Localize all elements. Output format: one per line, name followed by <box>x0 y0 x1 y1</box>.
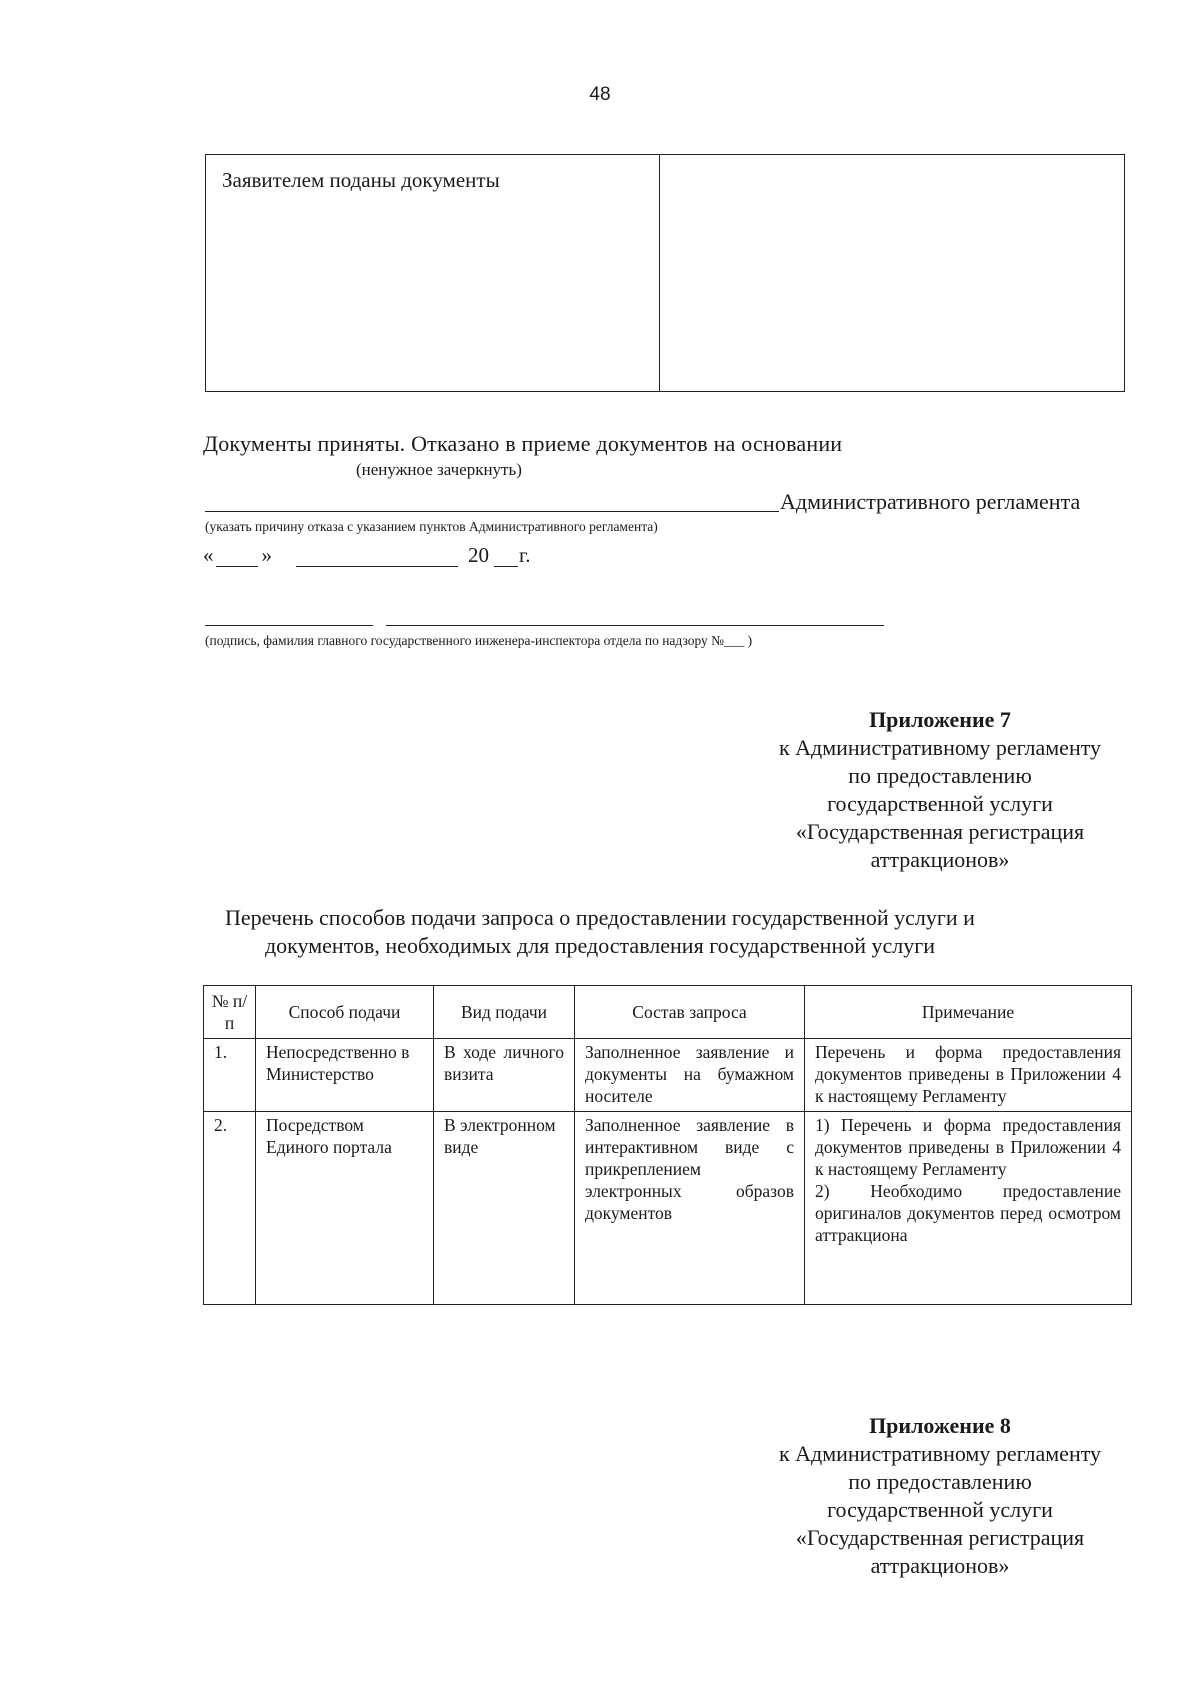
list-title <box>150 904 1050 960</box>
reason-caption: (указать причину отказа с указанием пунктов Административного регламента) <box>205 519 658 534</box>
row-note <box>805 1112 1132 1305</box>
acceptance-line: Документы приняты. Отказано в приеме документов на основании <box>203 431 843 456</box>
appendix-7-line: к Административному регламенту <box>778 735 1102 760</box>
row-method: Непосредственно в Министерство <box>256 1039 434 1112</box>
header-content: Состав запроса <box>575 986 805 1039</box>
signature-blank <box>205 625 373 626</box>
appendix-7-header <box>690 706 1190 874</box>
row-content: Заполненное заявление и документы на бумажном носителе <box>575 1039 805 1112</box>
signature-caption: (подпись, фамилия главного государственного инженера-инспектора отдела по надзору №___ ) <box>205 633 753 648</box>
row-note <box>805 1039 1132 1112</box>
name-blank <box>386 625 884 626</box>
row-note-text: 1) Перечень и форма предоставления документов приведены в Приложении 4 к настоящему Регламенту <box>815 1115 1121 1179</box>
submitted-documents-label: Заявителем поданы документы <box>222 168 500 192</box>
header-number: № п/п <box>204 986 256 1039</box>
box-divider <box>659 154 660 392</box>
list-title-line: Перечень способов подачи запроса о предоставлении государственной услуги и <box>225 905 975 930</box>
row-note-text: 2) Необходимо предоставление оригиналов документов перед осмотром аттракциона <box>815 1181 1121 1245</box>
appendix-8-line: к Административному регламенту <box>778 1441 1102 1466</box>
reason-suffix: Административного регламента <box>780 489 1081 514</box>
page-number: 48 <box>589 84 611 105</box>
date-month-blank <box>296 566 458 567</box>
table-header-row <box>204 986 1132 1039</box>
list-title-line: документов, необходимых для предоставления государственной услуги <box>264 933 936 958</box>
appendix-7-title: Приложение 7 <box>869 707 1011 732</box>
row-number: 1. <box>204 1039 256 1112</box>
appendix-8-line: государственной услуги <box>827 1497 1053 1522</box>
appendix-7-line: государственной услуги <box>827 791 1053 816</box>
date-day-blank <box>216 566 258 567</box>
appendix-8-line: по предоставлению <box>848 1469 1032 1494</box>
appendix-8-header <box>690 1412 1190 1580</box>
row-kind: В ходе личного визита <box>434 1039 575 1112</box>
submission-methods-table <box>203 985 1132 1305</box>
appendix-7-line: по предоставлению <box>848 763 1032 788</box>
date-year-blank <box>494 566 518 567</box>
row-kind: В электронном виде <box>434 1112 575 1305</box>
row-method: Посредством Единого портала <box>256 1112 434 1305</box>
header-method: Способ подачи <box>256 986 434 1039</box>
header-kind: Вид подачи <box>434 986 575 1039</box>
strike-note: (ненужное зачеркнуть) <box>356 460 522 479</box>
header-note: Примечание <box>805 986 1132 1039</box>
date-close-quote: » <box>261 543 272 567</box>
reason-blank-line <box>205 511 779 512</box>
table-row <box>204 1039 1132 1112</box>
table-row <box>204 1112 1132 1305</box>
date-line <box>203 543 531 568</box>
row-content: Заполненное заявление в интерактивном виде с прикреплением электронных образов документов <box>575 1112 805 1305</box>
appendix-7-line: аттракционов» <box>870 847 1010 872</box>
row-number: 2. <box>204 1112 256 1305</box>
appendix-8-title: Приложение 8 <box>869 1413 1011 1438</box>
date-open-quote: « <box>203 543 214 567</box>
date-suffix: г. <box>519 543 531 567</box>
appendix-8-line: аттракционов» <box>870 1553 1010 1578</box>
appendix-8-line: «Государственная регистрация <box>795 1525 1085 1550</box>
row-note-text: Перечень и форма предоставления документов приведены в Приложении 4 к настоящему Регламенту <box>815 1042 1121 1106</box>
appendix-7-line: «Государственная регистрация <box>795 819 1085 844</box>
date-year: 20 <box>468 543 489 567</box>
